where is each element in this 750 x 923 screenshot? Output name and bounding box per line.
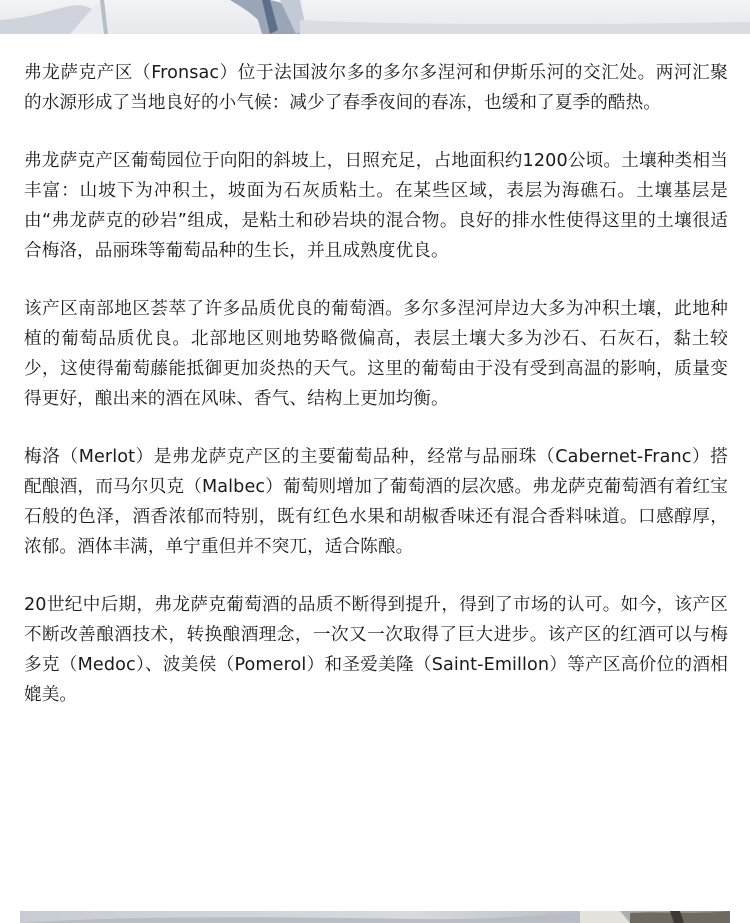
- article-body: [24, 58, 728, 738]
- paragraph-vineyard-soil: 弗龙萨克产区葡萄园位于向阳的斜坡上，日照充足，占地面积约1200公顷。土壤种类相当丰富：山坡下为冲积土，坡面为石灰质粘土。在某些区域，表层为海礁石。土壤基层是由“弗龙萨克的砂岩”组成，是粘土和砂岩块的混合物。良好的排水性使得这里的土壤很适合梅洛，品丽珠等葡萄品种的生长，并且成熟度优良。: [24, 151, 728, 261]
- paragraph-south-north-regions: 该产区南部地区荟萃了许多品质优良的葡萄酒。多尔多涅河岸边大多为冲积土壤，此地种植的葡萄品质优良。北部地区则地势略微偏高，表层土壤大多为沙石、石灰石，黏土较少，这使得葡萄藤能抵御更加炎热的天气。这里的葡萄由于没有受到高温的影响，质量变得更好，酿出来的酒在风味、香气、结构上更加均衡。: [24, 299, 728, 409]
- paragraph-fronsac-location: 弗龙萨克产区（Fronsac）位于法国波尔多的多尔多涅河和伊斯乐河的交汇处。两河汇聚的水源形成了当地良好的小气候：减少了春季夜间的春冻，也缓和了夏季的酷热。: [24, 63, 728, 113]
- paragraph-grape-varieties: 梅洛（Merlot）是弗龙萨克产区的主要葡萄品种，经常与品丽珠（Cabernet-Franc）搭配酿酒，而马尔贝克（Malbec）葡萄则增加了葡萄酒的层次感。弗龙萨克葡萄酒有着红宝石般的色泽，酒香浓郁而特别，既有红色水果和胡椒香味还有混合香料味道。口感醇厚，浓郁。酒体丰满，单宁重但并不突兀，适合陈酿。: [24, 447, 728, 557]
- paragraph-quality-history: 20世纪中后期，弗龙萨克葡萄酒的品质不断得到提升，得到了市场的认可。如今，该产区不断改善酿酒技术，转换酿酒理念，一次又一次取得了巨大进步。该产区的红酒可以与梅多克（Medoc）、波美侯（Pomerol）和圣爱美隆（Saint-Emillon）等产区高价位的酒相媲美。: [24, 595, 728, 705]
- top-banner-image: [0, 0, 750, 34]
- bottom-banner-image: [20, 911, 730, 923]
- bottom-banner-illustration: [20, 911, 730, 923]
- top-banner-illustration: [0, 0, 750, 34]
